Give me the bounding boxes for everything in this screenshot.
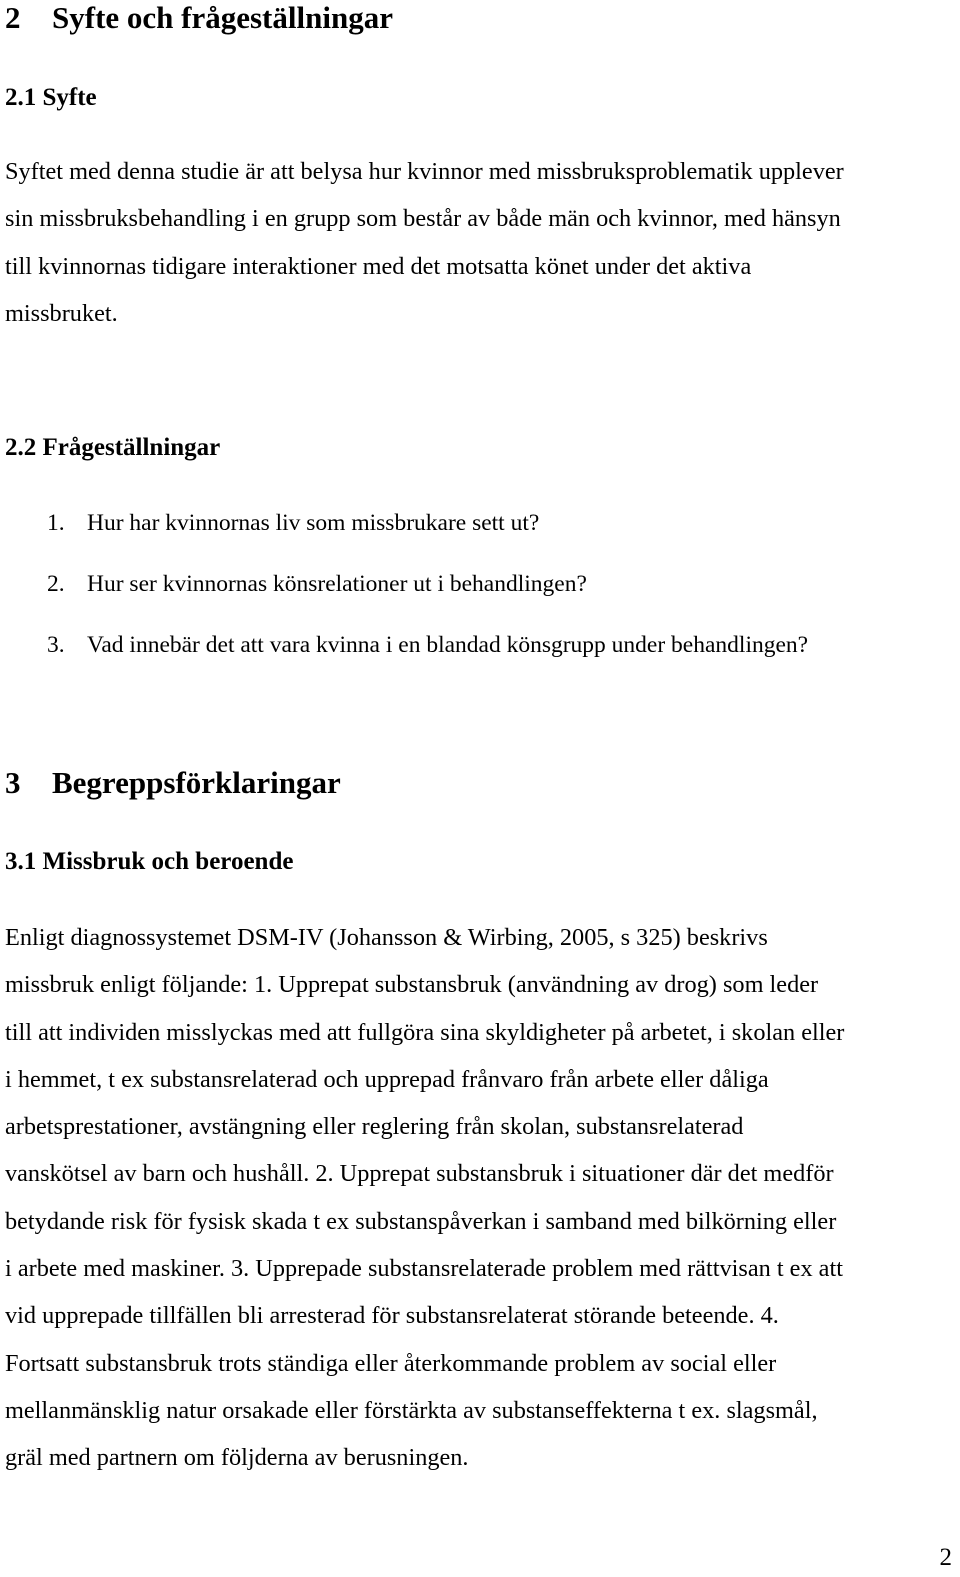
paragraph-line: till att individen misslyckas med att fullgöra sina skyldigheter på arbetet, i skolan eller — [5, 1018, 845, 1046]
paragraph-line: arbetsprestationer, avstängning eller reglering från skolan, substansrelaterad — [5, 1113, 744, 1141]
section-2-title: Syfte och frågeställningar — [52, 0, 393, 35]
question-item — [47, 630, 808, 660]
section-3-heading — [5, 765, 341, 801]
paragraph-line: mellanmänsklig natur orsakade eller förstärkta av substanseffekterna t ex. slagsmål, — [5, 1396, 818, 1424]
paragraph-line: till kvinnornas tidigare interaktioner med det motsatta könet under det aktiva — [5, 252, 752, 280]
paragraph-line: missbruk enligt följande: 1. Upprepat substansbruk (användning av drog) som leder — [5, 971, 819, 999]
paragraph-line: missbruket. — [5, 299, 118, 327]
section-2-heading — [5, 0, 393, 36]
question-number: 3. — [47, 632, 65, 658]
question-text: Hur har kvinnornas liv som missbrukare sett ut? — [87, 510, 540, 536]
paragraph-line: Syftet med denna studie är att belysa hur kvinnor med missbruksproblematik upplever — [5, 158, 844, 185]
section-2-number: 2 — [5, 0, 21, 35]
subsection-3-1-heading: 3.1 Missbruk och beroende — [5, 848, 294, 875]
paragraph-line: i hemmet, t ex substansrelaterad och upprepad frånvaro från arbete eller dåliga — [5, 1065, 769, 1093]
paragraph-line: betydande risk för fysisk skada t ex substanspåverkan i samband med bilkörning eller — [5, 1207, 837, 1235]
paragraph-line: Enligt diagnossystemet DSM-IV (Johansson & Wirbing, 2005, s 325) beskrivs — [5, 924, 768, 951]
section-3-number: 3 — [5, 765, 21, 800]
question-text: Vad innebär det att vara kvinna i en blandad könsgrupp under behandlingen? — [87, 632, 809, 658]
paragraph-line: vanskötsel av barn och hushåll. 2. Upprepat substansbruk i situationer där det medför — [5, 1160, 834, 1188]
definition-paragraph — [5, 914, 957, 1482]
section-3-title: Begreppsförklaringar — [52, 765, 341, 800]
paragraph-line: Fortsatt substansbruk trots ständiga eller återkommande problem av social eller — [5, 1349, 777, 1377]
paragraph-line: gräl med partnern om följderna av berusningen. — [5, 1444, 469, 1472]
subsection-2-1-heading: 2.1 Syfte — [5, 84, 97, 111]
question-number: 2. — [47, 571, 65, 597]
question-item — [47, 569, 587, 599]
subsection-2-2-heading: 2.2 Frågeställningar — [5, 434, 221, 461]
question-item — [47, 508, 539, 538]
purpose-paragraph — [5, 148, 957, 337]
page-number: 2 — [939, 1544, 952, 1571]
question-number: 1. — [47, 510, 65, 536]
paragraph-line: sin missbruksbehandling i en grupp som består av både män och kvinnor, med hänsyn — [5, 205, 841, 233]
question-text: Hur ser kvinnornas könsrelationer ut i behandlingen? — [87, 571, 587, 597]
paragraph-line: vid upprepade tillfällen bli arresterad för substansrelaterat störande beteende. 4. — [5, 1302, 779, 1330]
paragraph-line: i arbete med maskiner. 3. Upprepade substansrelaterade problem med rättvisan t ex att — [5, 1255, 843, 1283]
